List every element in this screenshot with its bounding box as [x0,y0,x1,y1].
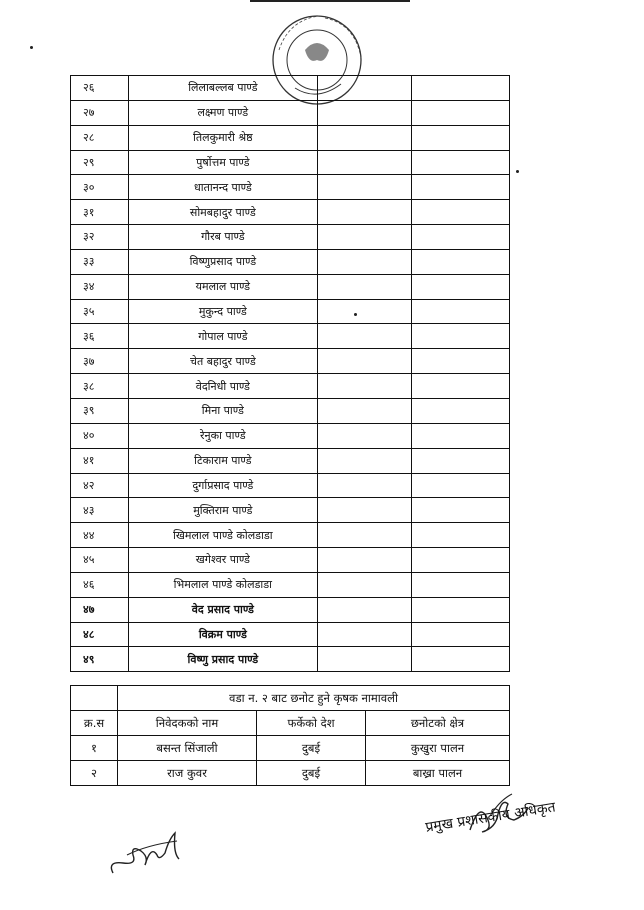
serial-cell: ३१ [71,200,129,225]
name-cell: चेत बहादुर पाण्डे [128,349,317,374]
table-row [71,398,510,423]
serial-cell: ४३ [71,498,129,523]
serial-cell: २६ [71,76,129,101]
name-cell: रेनुका पाण्डे [128,423,317,448]
farmer-list-table [70,75,510,672]
table-row [71,498,510,523]
table-row [71,274,510,299]
empty-cell [411,249,509,274]
serial-cell: ३३ [71,249,129,274]
sector-cell: कुखुरा पालन [366,736,510,761]
empty-cell [317,548,411,573]
name-cell: विष्णुप्रसाद पाण्डे [128,249,317,274]
table-row [71,448,510,473]
empty-cell [411,324,509,349]
serial-cell: २ [71,761,118,786]
empty-cell [411,274,509,299]
name-cell: गौरब पाण्डे [128,225,317,250]
country-cell: दुबई [257,736,366,761]
table-row [71,374,510,399]
serial-cell: ४० [71,423,129,448]
empty-cell [317,374,411,399]
serial-cell: ३४ [71,274,129,299]
table-row [71,572,510,597]
country-cell: दुबई [257,761,366,786]
empty-cell [411,299,509,324]
empty-cell [411,647,509,672]
header-serial: क्र.स [71,711,118,736]
serial-cell: ४१ [71,448,129,473]
serial-cell: ३० [71,175,129,200]
serial-cell: ४८ [71,622,129,647]
empty-cell [317,448,411,473]
serial-cell: ३७ [71,349,129,374]
name-cell: लिलाबल्लब पाण्डे [128,76,317,101]
empty-cell [317,498,411,523]
table-row [71,647,510,672]
table-row [71,225,510,250]
serial-cell: ४४ [71,523,129,548]
serial-cell: २७ [71,100,129,125]
name-cell: पुर्षोत्तम पाण्डे [128,150,317,175]
empty-cell [411,374,509,399]
scan-edge-line [250,0,410,2]
empty-cell [411,523,509,548]
serial-cell: २८ [71,125,129,150]
empty-cell [411,125,509,150]
empty-cell [317,175,411,200]
name-cell: बसन्त सिंजाली [118,736,257,761]
table-row [71,473,510,498]
empty-cell [317,76,411,101]
table-row [71,324,510,349]
header-applicant-name: निवेदकको नाम [118,711,257,736]
empty-cell [317,597,411,622]
name-cell: गोपाल पाण्डे [128,324,317,349]
serial-cell: ४६ [71,572,129,597]
empty-cell [317,473,411,498]
name-cell: यमलाल पाण्डे [128,274,317,299]
empty-cell [411,175,509,200]
name-cell: विष्णु प्रसाद पाण्डे [128,647,317,672]
serial-cell: ४७ [71,597,129,622]
empty-cell [317,225,411,250]
table-row [71,736,510,761]
name-cell: टिकाराम पाण्डे [128,448,317,473]
name-cell: वेद प्रसाद पाण्डे [128,597,317,622]
table-row [71,299,510,324]
empty-cell [317,125,411,150]
empty-cell [317,647,411,672]
table-row [71,622,510,647]
table-row [71,125,510,150]
table-row [71,100,510,125]
table-row [71,150,510,175]
table-row [71,597,510,622]
empty-cell [317,274,411,299]
empty-cell [411,150,509,175]
empty-cell [317,200,411,225]
name-cell: भिमलाल पाण्डे कोलडाडा [128,572,317,597]
serial-cell: ३८ [71,374,129,399]
empty-cell [411,572,509,597]
empty-cell [411,597,509,622]
table-row [71,175,510,200]
table-row [71,523,510,548]
ward-2-farmer-table [70,685,510,786]
empty-cell [317,622,411,647]
empty-cell [411,76,509,101]
name-cell: मुक्तिराम पाण्डे [128,498,317,523]
name-cell: मिना पाण्डे [128,398,317,423]
empty-cell [317,572,411,597]
table-row [71,423,510,448]
header-returned-country: फर्केको देश [257,711,366,736]
serial-cell: २९ [71,150,129,175]
empty-cell [317,150,411,175]
blank-cell [71,686,118,711]
name-cell: खगेश्वर पाण्डे [128,548,317,573]
name-cell: राज कुवर [118,761,257,786]
table-row [71,249,510,274]
empty-cell [317,349,411,374]
empty-cell [317,100,411,125]
empty-cell [411,622,509,647]
empty-cell [411,448,509,473]
name-cell: तिलकुमारी श्रेष्ठ [128,125,317,150]
signature-label: प्रमुख प्रशासकीय अधिकृत [424,799,557,836]
table-row [71,548,510,573]
table-row [71,349,510,374]
empty-cell [411,200,509,225]
empty-cell [317,398,411,423]
name-cell: दुर्गाप्रसाद पाण्डे [128,473,317,498]
ward-table-title: वडा न. २ बाट छनोट हुने कृषक नामावली [118,686,510,711]
serial-cell: ३५ [71,299,129,324]
empty-cell [411,349,509,374]
empty-cell [317,299,411,324]
name-cell: मुकुन्द पाण्डे [128,299,317,324]
table-row [71,200,510,225]
serial-cell: ४९ [71,647,129,672]
name-cell: खिमलाल पाण्डे कोलडाडा [128,523,317,548]
name-cell: विक्रम पाण्डे [128,622,317,647]
name-cell: धातानन्द पाण्डे [128,175,317,200]
empty-cell [411,398,509,423]
name-cell: लक्ष्मण पाण्डे [128,100,317,125]
empty-cell [411,473,509,498]
serial-cell: ४२ [71,473,129,498]
empty-cell [317,324,411,349]
serial-cell: ३२ [71,225,129,250]
left-signature [105,825,190,885]
empty-cell [411,548,509,573]
empty-cell [411,423,509,448]
sector-cell: बाख्रा पालन [366,761,510,786]
empty-cell [411,225,509,250]
name-cell: सोमबहादुर पाण्डे [128,200,317,225]
scan-speck [30,46,33,49]
empty-cell [411,100,509,125]
empty-cell [317,523,411,548]
serial-cell: १ [71,736,118,761]
serial-cell: ३९ [71,398,129,423]
empty-cell [317,249,411,274]
table-row [71,76,510,101]
scan-speck [516,170,519,173]
header-selected-sector: छनोटको क्षेत्र [366,711,510,736]
table-row [71,761,510,786]
empty-cell [317,423,411,448]
serial-cell: ४५ [71,548,129,573]
name-cell: वेदनिधी पाण्डे [128,374,317,399]
empty-cell [411,498,509,523]
serial-cell: ३६ [71,324,129,349]
